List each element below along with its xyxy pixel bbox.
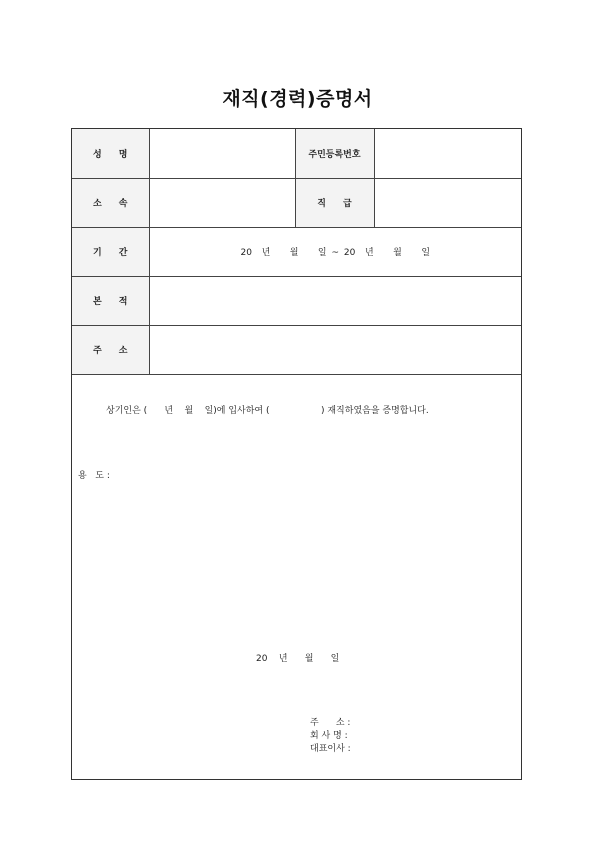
period-label: 기 간: [72, 227, 149, 276]
period-field[interactable]: [149, 227, 521, 276]
dept-row: [72, 178, 521, 227]
name-row: [72, 129, 521, 178]
issue-date: 20 년 월 일: [256, 653, 340, 664]
address-label: 주 소: [72, 325, 149, 374]
address-field[interactable]: [149, 325, 521, 374]
statement-text: 상기인은 ( 년 월 일)에 입사하여 ( ) 재직하였음을 증명합니다.: [106, 405, 429, 416]
address-row: [72, 325, 521, 374]
signature-ceo: 대표이사 :: [310, 743, 351, 754]
document-title: 재직(경력)증명서: [222, 88, 373, 110]
name-field[interactable]: [149, 129, 295, 178]
id-number-field[interactable]: [374, 129, 521, 178]
certificate-body: [72, 375, 521, 775]
dept-field[interactable]: [149, 178, 295, 227]
certificate-form: [71, 128, 522, 780]
usage-label: 용 도 :: [78, 470, 110, 481]
origin-label: 본 적: [72, 276, 149, 325]
period-row: [72, 227, 521, 276]
signature-company: 회 사 명 :: [310, 730, 348, 741]
dept-label: 소 속: [72, 178, 149, 227]
origin-field[interactable]: [149, 276, 521, 325]
signature-address: 주 소 :: [310, 717, 351, 728]
rank-field[interactable]: [374, 178, 521, 227]
name-label: 성 명: [72, 129, 149, 178]
id-number-label: 주민등록번호: [295, 129, 374, 178]
rank-label: 직 급: [295, 178, 374, 227]
period-text: 20 년 월 일 ~ 20 년 월 일: [240, 248, 431, 258]
origin-row: [72, 276, 521, 325]
info-table: [72, 129, 521, 375]
